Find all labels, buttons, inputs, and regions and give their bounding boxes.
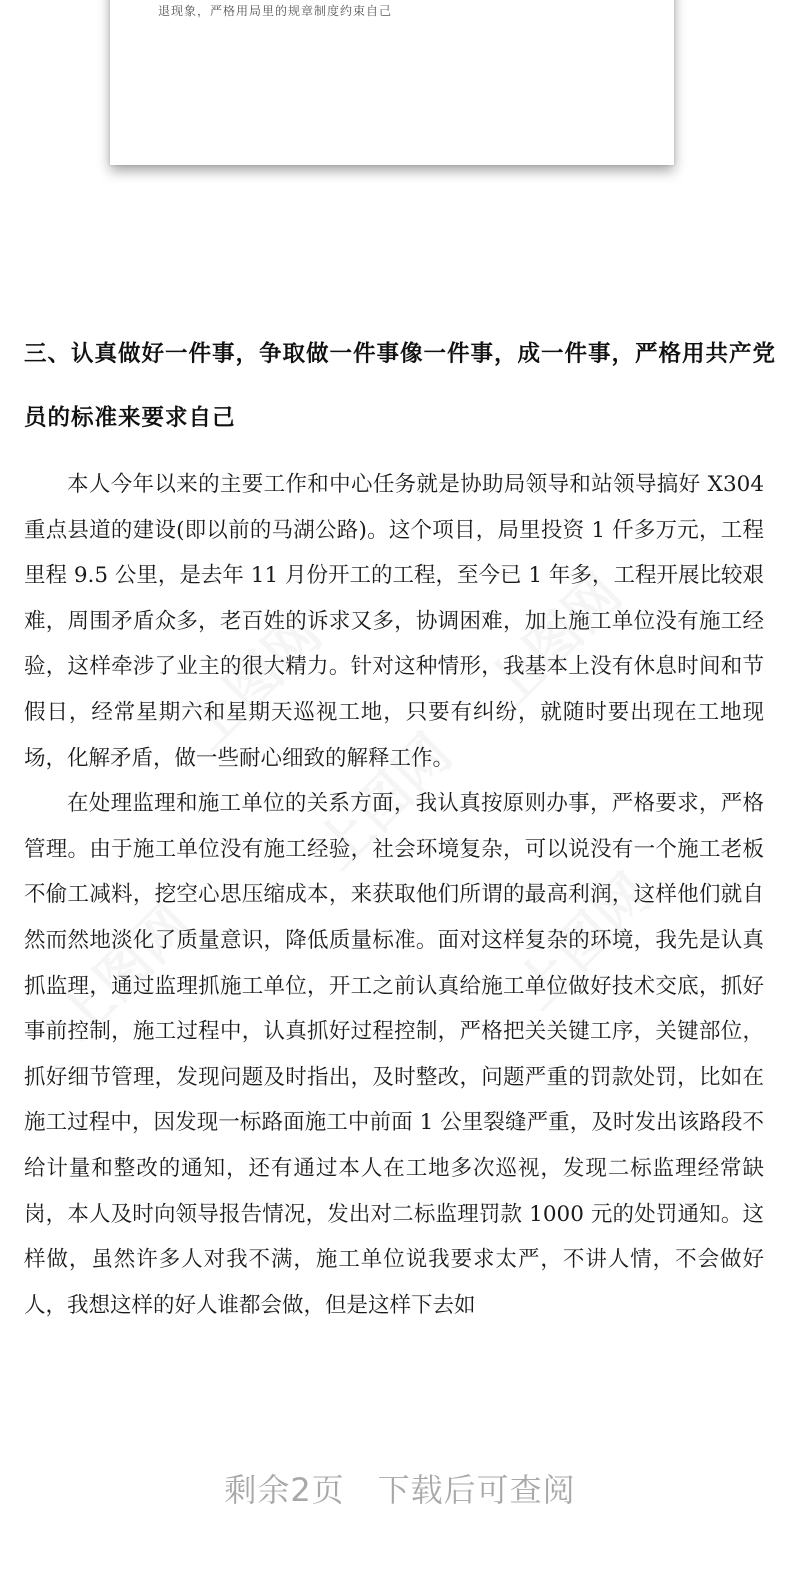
section-heading: 三、认真做好一件事，争取做一件事像一件事，成一件事，严格用共产党员的标准来要求自己 [24,341,777,431]
paragraph: 本人今年以来的主要工作和中心任务就是协助局领导和站领导搞好 X304 重点县道的建设(即以前的马湖公路)。这个项目，局里投资 1 仟多万元，工程里程 9.5 公里，是去年 11 月份开工的工程，至今已 1 年多，工程开展比较艰难，周围矛盾众多，老百姓的诉求又多，协调困难，加上施工单位没有施工经验，这样牵涉了业主的很大精力。针对这种情形，我基本上没有休息时间和节假日，经常星期六和星期天巡视工地，只要有纠纷，就随时要出现在工地现场，化解矛盾，做一些耐心细致的解释工作。 [24,472,764,771]
document-body [24,462,764,1328]
previous-page-fragment: 退现象，严格用局里的规章制度约束自己 [158,4,393,18]
previous-page-preview [110,0,674,165]
paragraph: 在处理监理和施工单位的关系方面，我认真按原则办事，严格要求，严格管理。由于施工单位没有施工经验，社会环境复杂，可以说没有一个施工老板不偷工减料，挖空心思压缩成本，来获取他们所谓的最高利润，这样他们就自然而然地淡化了质量意识，降低质量标准。面对这样复杂的环境，我先是认真抓监理，通过监理抓施工单位，开工之前认真给施工单位做好技术交底，抓好事前控制，施工过程中，认真抓好过程控制，严格把关关键工序，关键部位，抓好细节管理，发现问题及时指出，及时整改，问题严重的罚款处罚，比如在施工过程中，因发现一标路面施工中前面 1 公里裂缝严重，及时发出该路段不给计量和整改的通知，还有通过本人在工地多次巡视，发现二标监理经常缺岗，本人及时向领导报告情况，发出对二标监理罚款 1000 元的处罚通知。这样做，虽然许多人对我不满，施工单位说我要求太严，不讲人情，不会做好人，我想这样的好人谁都会做，但是这样下去如 [24,791,764,1318]
download-to-read-more-button[interactable]: 剩余2页 下载后可查阅 [224,1471,576,1509]
